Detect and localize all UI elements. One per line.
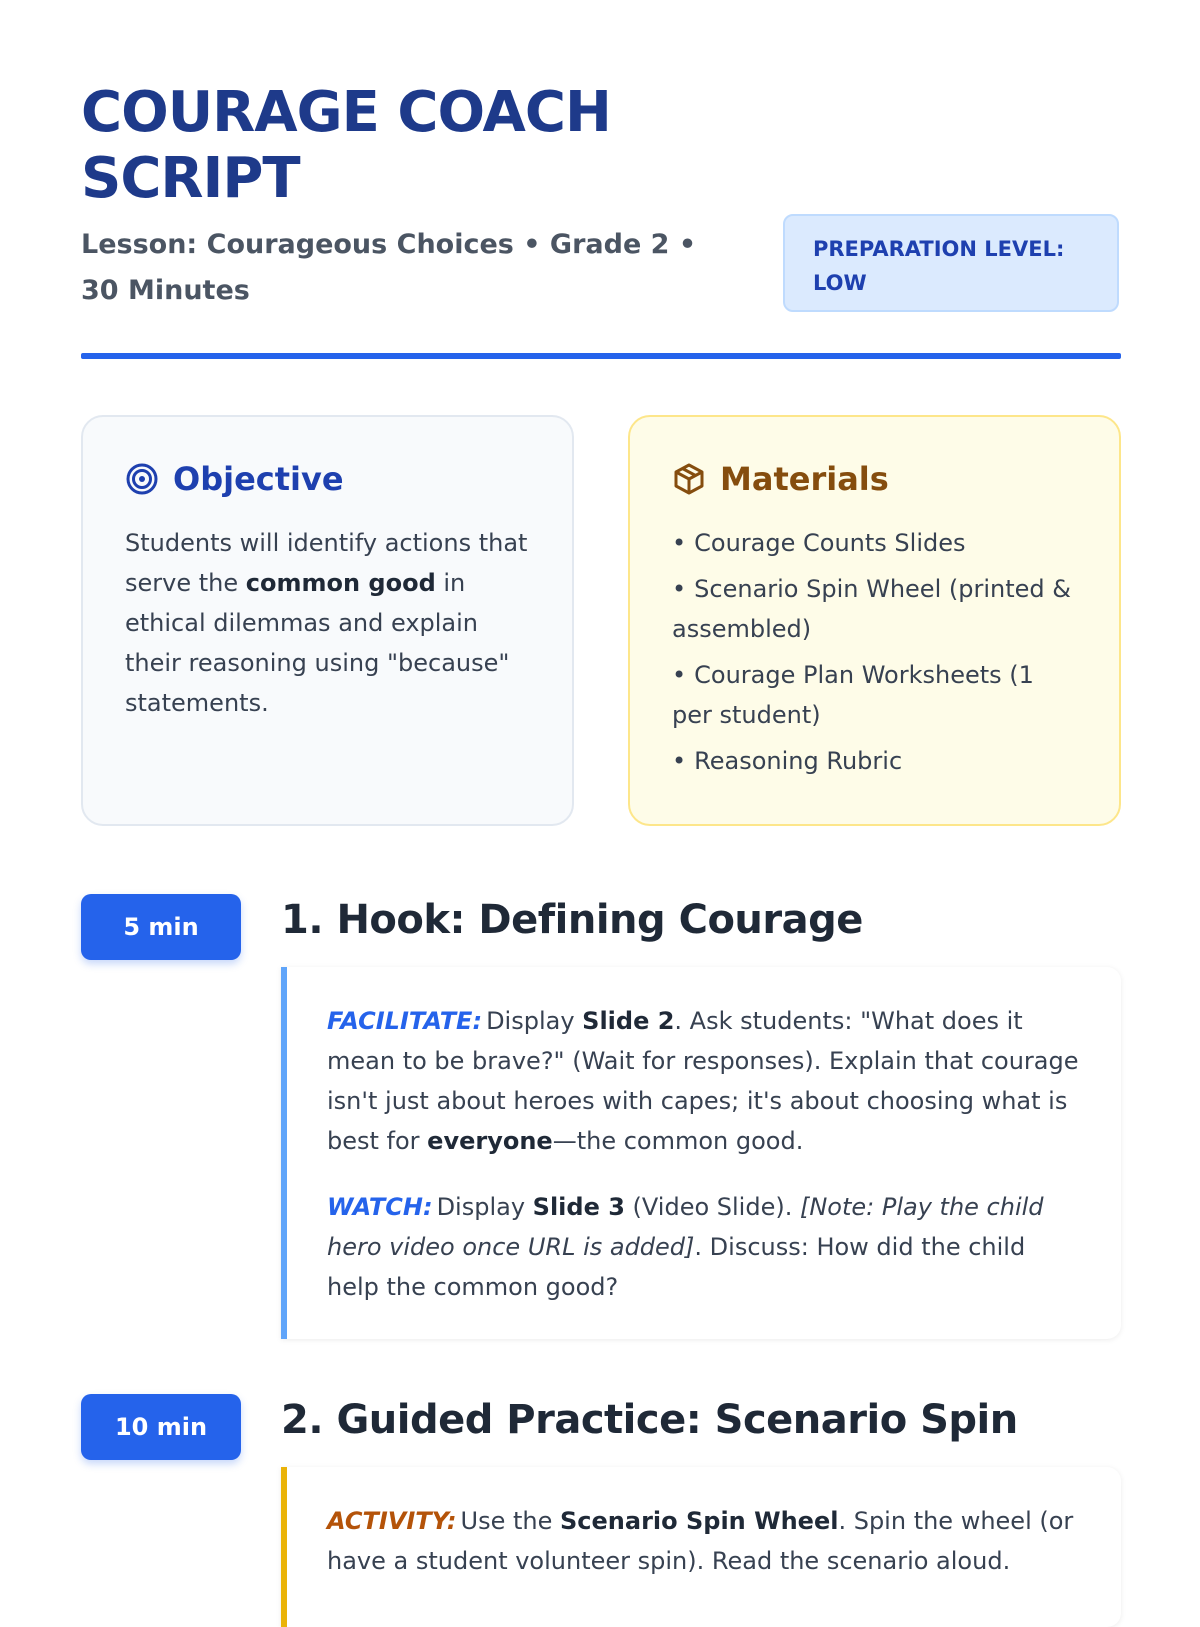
- section-title: 1. Hook: Defining Courage: [281, 897, 863, 943]
- list-item: • Courage Counts Slides: [672, 523, 1077, 563]
- list-item: • Reasoning Rubric: [672, 741, 1077, 781]
- facilitate-label: FACILITATE:: [327, 1007, 483, 1035]
- activity-paragraph: ACTIVITY: Use the Scenario Spin Wheel. Spin the wheel (or have a student volunteer spin). Read the scenario aloud.: [327, 1507, 1074, 1575]
- script-box: [281, 967, 1121, 1339]
- script-box: [281, 1467, 1121, 1627]
- objective-text: Students will identify actions that serve the common good in ethical dilemmas and explain their reasoning using "because" statements.: [125, 529, 528, 717]
- target-icon: [125, 462, 159, 496]
- preparation-level-badge: PREPARATION LEVEL: LOW: [783, 214, 1119, 312]
- header-divider: [81, 353, 1121, 359]
- common-good-emphasis: common good: [245, 569, 436, 597]
- section-title: 2. Guided Practice: Scenario Spin: [281, 1397, 1018, 1443]
- list-item: • Courage Plan Worksheets (1 per student): [672, 655, 1077, 735]
- materials-card: [628, 415, 1121, 826]
- objective-heading: Objective: [173, 460, 344, 498]
- objective-card: [81, 415, 574, 826]
- lesson-subtitle: Lesson: Courageous Choices • Grade 2 • 30 Minutes: [81, 229, 697, 306]
- watch-label: WATCH:: [327, 1193, 433, 1221]
- materials-heading: Materials: [720, 460, 889, 498]
- time-badge: 10 min: [81, 1394, 241, 1460]
- list-item: • Scenario Spin Wheel (printed & assembled): [672, 569, 1077, 649]
- box-icon: [672, 462, 706, 496]
- video-note: [Note: Play the child hero video once URL is added]: [327, 1193, 1044, 1261]
- activity-label: ACTIVITY:: [327, 1507, 457, 1535]
- watch-paragraph: WATCH: Display Slide 3 (Video Slide). [Note: Play the child hero video once URL is added]. Discuss: How did the child help the common good?: [327, 1193, 1044, 1301]
- materials-list: [672, 523, 1077, 781]
- objective-header: [125, 457, 530, 501]
- page-title: COURAGE COACH SCRIPT: [81, 80, 611, 211]
- materials-header: [672, 457, 1077, 501]
- facilitate-paragraph: FACILITATE: Display Slide 2. Ask students: "What does it mean to be brave?" (Wait for responses). Explain that courage isn't just about heroes with capes; it's about choosing what is best for everyone—the common good.: [327, 1007, 1079, 1155]
- time-badge: 5 min: [81, 894, 241, 960]
